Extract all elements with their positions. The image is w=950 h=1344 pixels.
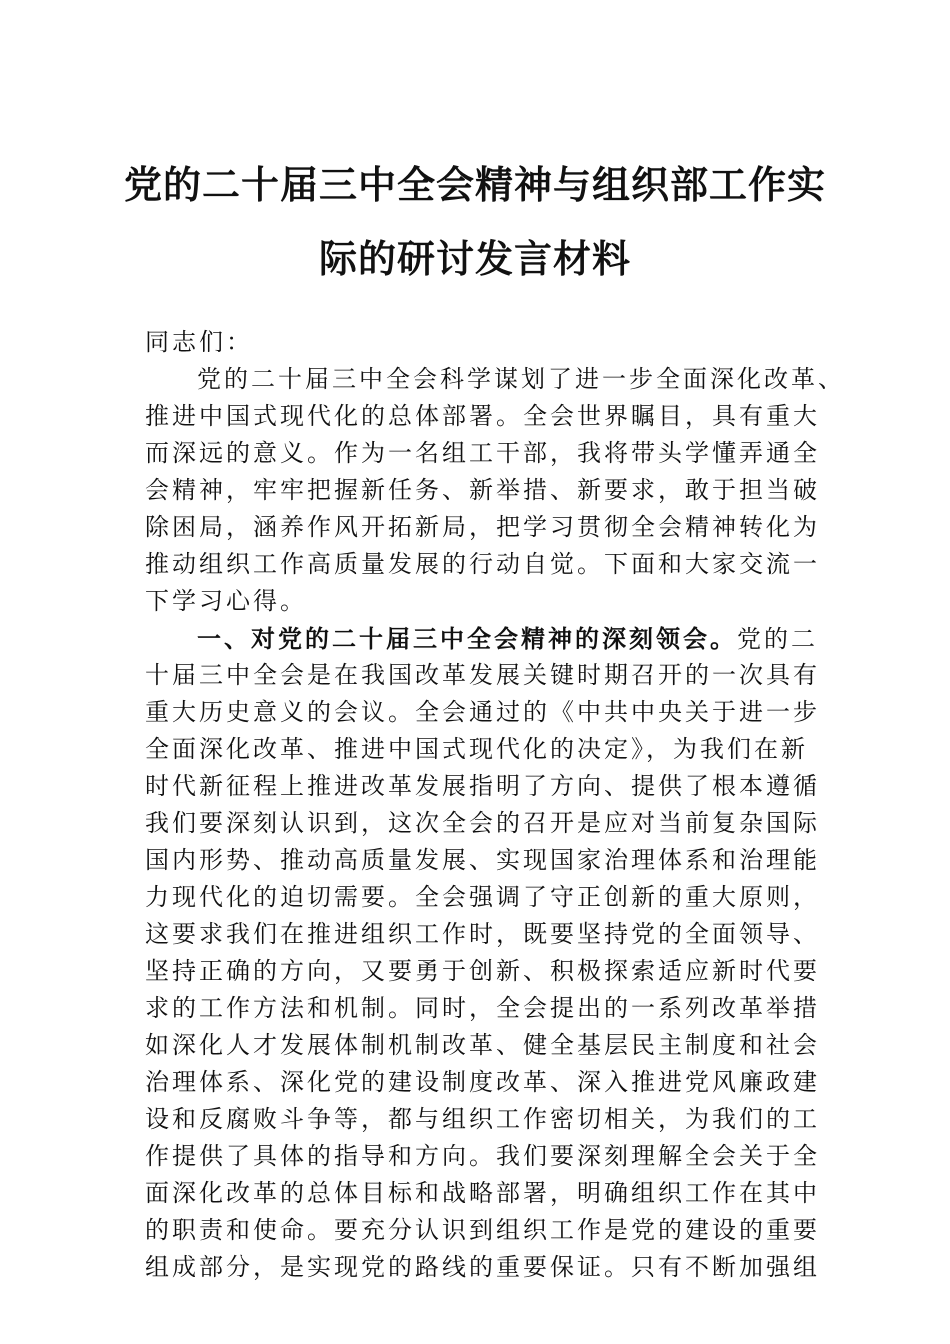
section1-line: 求的工作方法和机制。同时，全会提出的一系列改革举措 (145, 994, 820, 1022)
intro-line: 推动组织工作高质量发展的行动自觉。下面和大家交流一 (145, 550, 820, 578)
section1-line: 设和反腐败斗争等，都与组织工作密切相关，为我们的工 (145, 1105, 820, 1133)
section1-line: 这要求我们在推进组织工作时，既要坚持党的全面领导、 (145, 920, 820, 948)
section1-line: 治理体系、深化党的建设制度改革、深入推进党风廉政建 (145, 1068, 820, 1096)
section1-line: 时代新征程上推进改革发展指明了方向、提供了根本遵循 (145, 772, 820, 800)
section1-line: 坚持正确的方向，又要勇于创新、积极探索适应新时代要 (145, 957, 820, 985)
title-line-2: 际的研讨发言材料 (318, 236, 631, 281)
section1-line: 国内形势、推动高质量发展、实现国家治理体系和治理能 (145, 846, 820, 874)
section1-line: 的职责和使命。要充分认识到组织工作是党的建设的重要 (145, 1216, 820, 1244)
intro-line: 除困局，涵养作风开拓新局，把学习贯彻全会精神转化为 (145, 513, 820, 541)
section1-line: 十届三中全会是在我国改革发展关键时期召开的一次具有 (145, 661, 820, 689)
intro-line: 推进中国式现代化的总体部署。全会世界瞩目，具有重大 (145, 402, 820, 430)
document-title (120, 148, 830, 296)
section1-first-line-rest: 党的二 (737, 625, 818, 653)
salutation: 同志们： (145, 328, 253, 356)
section1-first-line (145, 620, 818, 657)
section1-line: 全面深化改革、推进中国式现代化的决定》，为我们在新 (145, 735, 808, 763)
intro-line: 党的二十届三中全会科学谋划了进一步全面深化改革、 (197, 365, 845, 393)
section1-line: 组成部分，是实现党的路线的重要保证。只有不断加强组 (145, 1253, 820, 1281)
document-body (145, 324, 845, 1286)
section1-line: 重大历史意义的会议。全会通过的《中共中央关于进一步 (145, 698, 820, 726)
section1-line: 如深化人才发展体制机制改革、健全基层民主制度和社会 (145, 1031, 820, 1059)
section1-line: 力现代化的迫切需要。全会强调了守正创新的重大原则， (145, 883, 820, 911)
intro-line: 下学习心得。 (145, 587, 307, 615)
section1-line: 面深化改革的总体目标和战略部署，明确组织工作在其中 (145, 1179, 820, 1207)
section1-line: 我们要深刻认识到，这次全会的召开是应对当前复杂国际 (145, 809, 820, 837)
section1-heading: 一、对党的二十届三中全会精神的深刻领会。 (197, 624, 737, 653)
intro-line: 而深远的意义。作为一名组工干部，我将带头学懂弄通全 (145, 439, 820, 467)
intro-line: 会精神，牢牢把握新任务、新举措、新要求，敢于担当破 (145, 476, 820, 504)
section1-line: 作提供了具体的指导和方向。我们要深刻理解全会关于全 (145, 1142, 820, 1170)
title-line-1: 党的二十届三中全会精神与组织部工作实 (123, 162, 826, 207)
